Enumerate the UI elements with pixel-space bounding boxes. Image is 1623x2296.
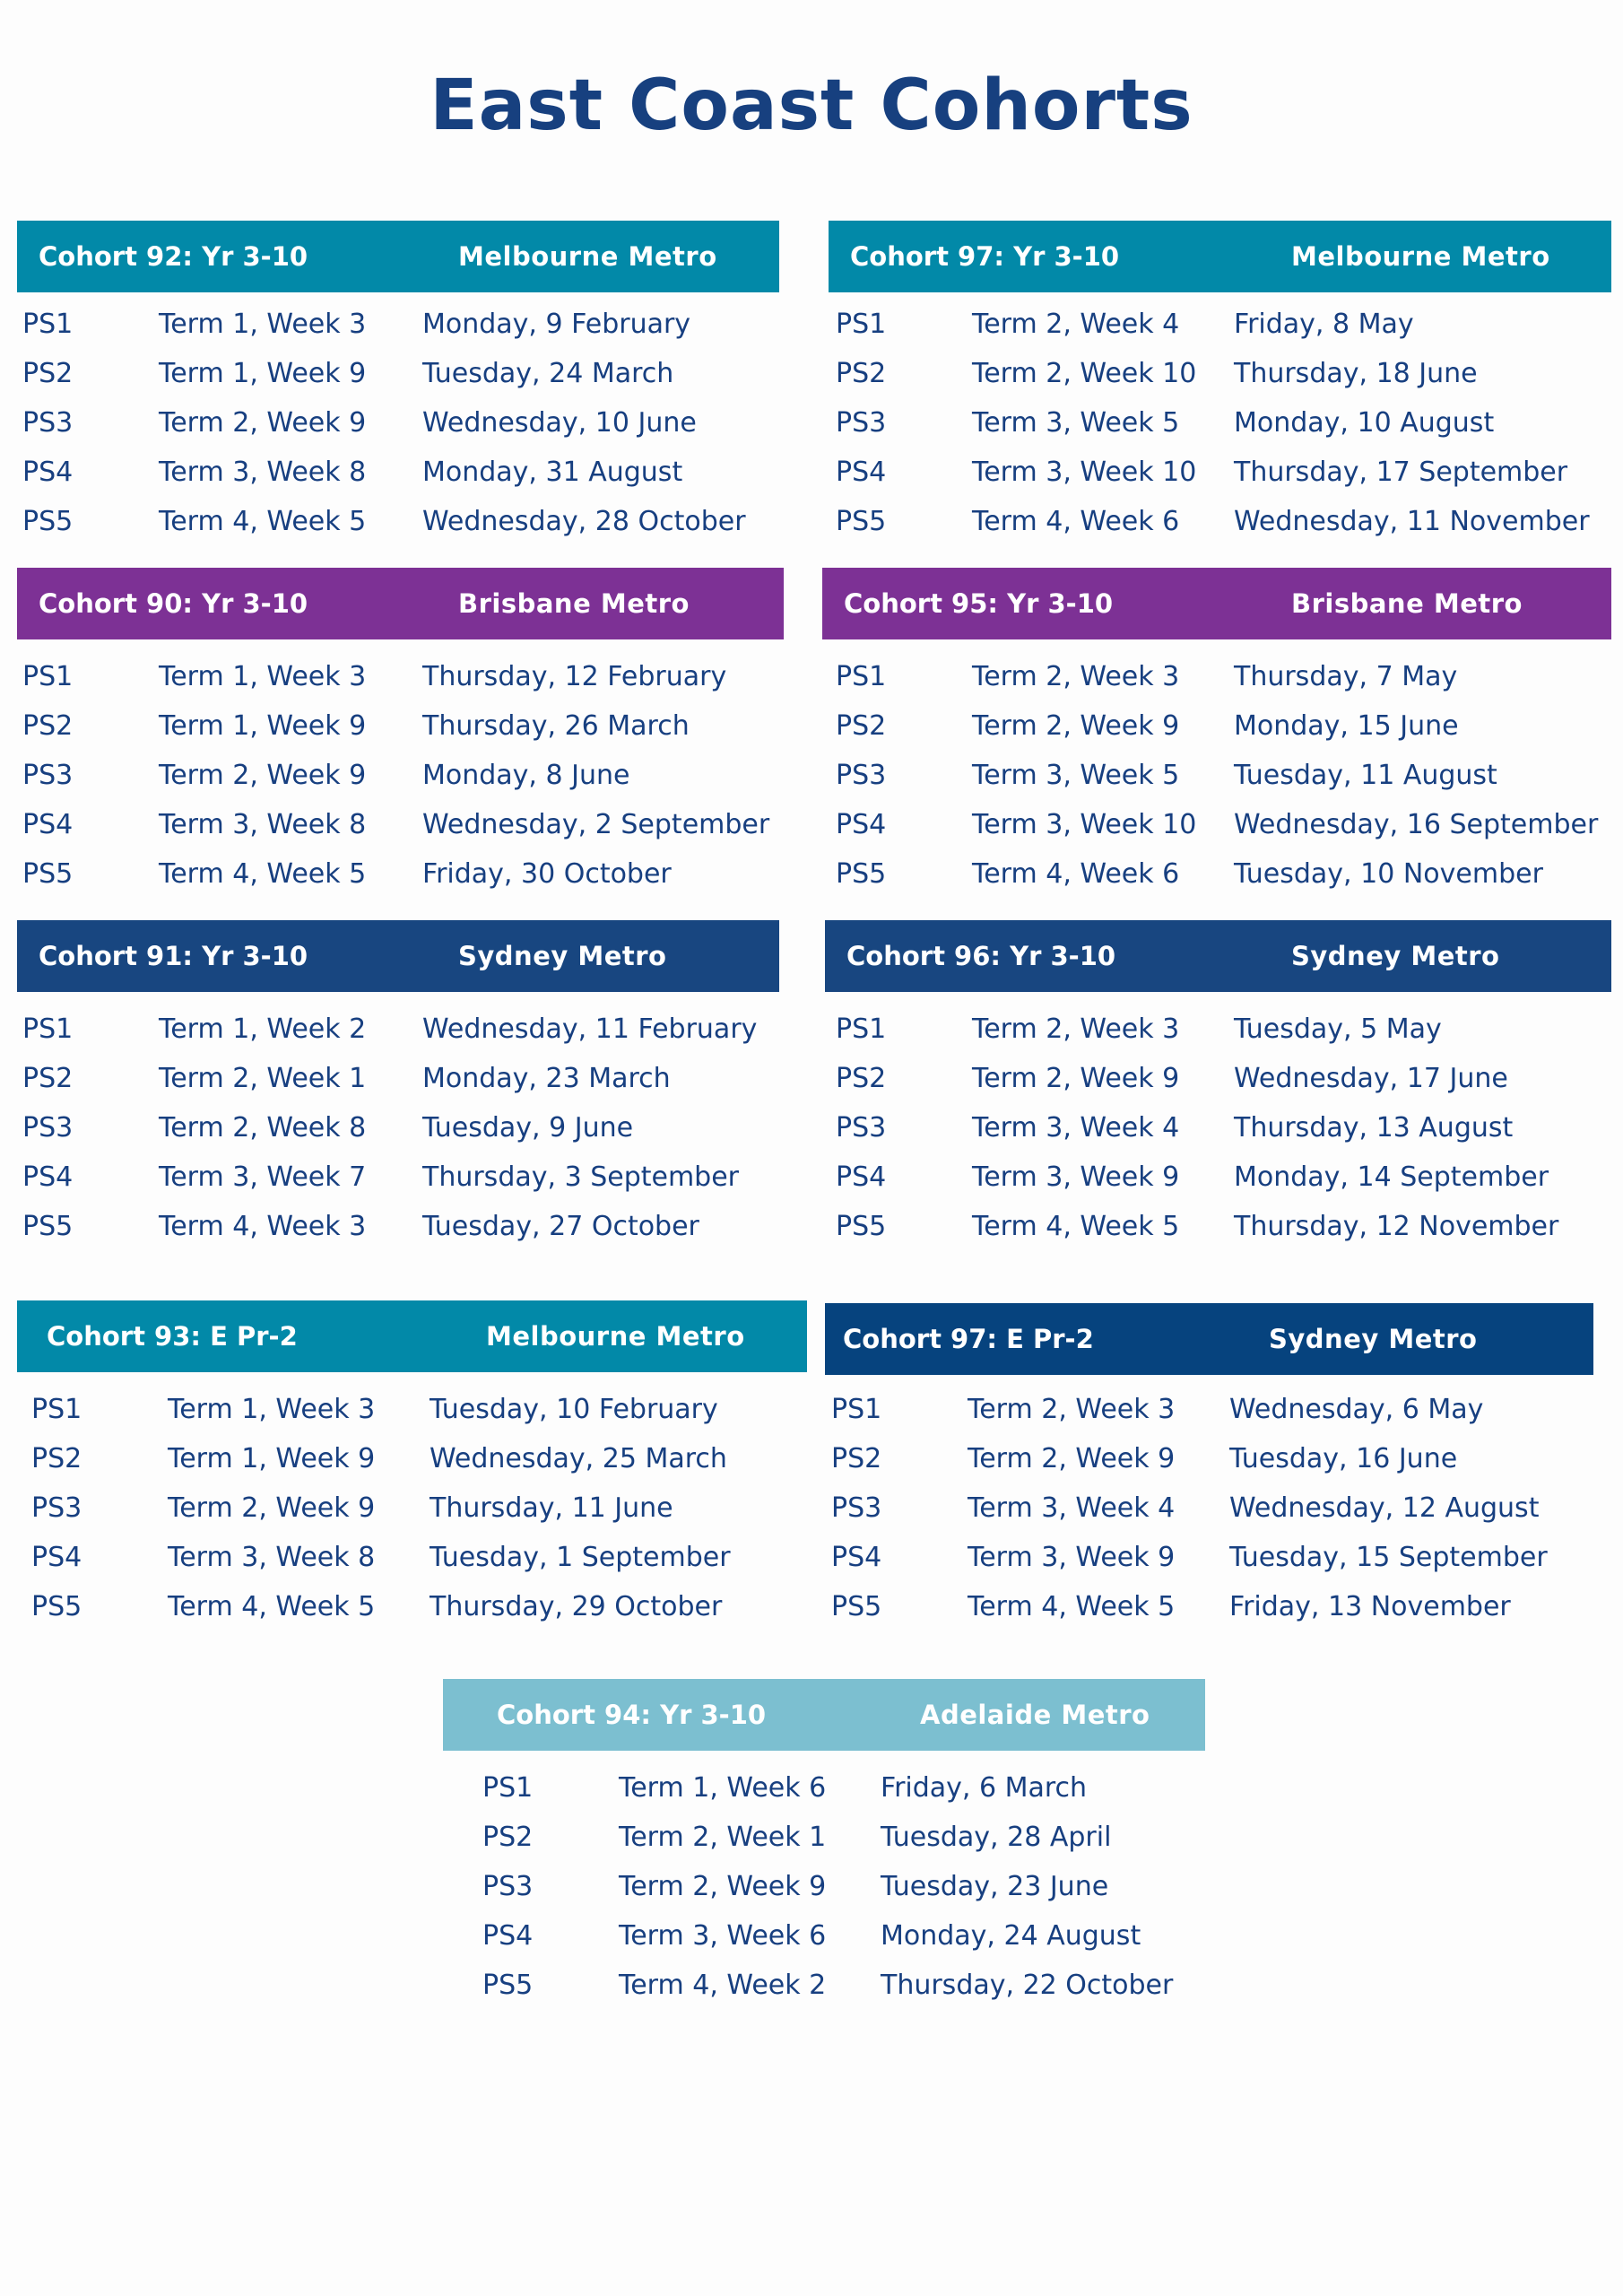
ps-label: PS2 [836,710,887,742]
session-date: Tuesday, 9 June [422,1112,634,1144]
session-date: Tuesday, 24 March [422,358,674,389]
region-label: Sydney Metro [1269,1324,1478,1354]
term-week: Term 2, Week 9 [168,1492,376,1524]
term-week: Term 3, Week 9 [968,1542,1176,1573]
ps-label: PS2 [22,710,74,742]
ps-label: PS2 [482,1822,534,1853]
schedule-row [17,1152,779,1202]
session-date: Monday, 8 June [422,760,630,791]
session-date: Wednesday, 25 March [430,1443,727,1474]
schedule-row [825,1533,1593,1582]
schedule-row [822,800,1611,849]
session-date: Tuesday, 1 September [430,1542,731,1573]
ps-label: PS5 [31,1591,82,1622]
session-date: Tuesday, 23 June [881,1871,1109,1902]
session-date: Thursday, 26 March [422,710,690,742]
cohort-header [825,920,1611,992]
session-date: Thursday, 7 May [1234,661,1458,692]
ps-label: PS4 [22,1161,74,1193]
term-week: Term 2, Week 9 [972,1063,1180,1094]
term-week: Term 2, Week 10 [972,358,1197,389]
schedule-row [17,652,784,701]
schedule-row [822,701,1611,751]
term-week: Term 2, Week 1 [619,1822,827,1853]
schedule-row [825,1434,1593,1483]
ps-label: PS3 [831,1492,882,1524]
term-week: Term 3, Week 10 [972,457,1197,488]
schedule-rows [825,1385,1593,1631]
session-date: Wednesday, 6 May [1229,1394,1484,1425]
schedule-row [829,349,1611,398]
schedule-row [822,751,1611,800]
cohort-title: Cohort 90: Yr 3-10 [39,588,308,619]
session-date: Tuesday, 5 May [1234,1013,1442,1045]
term-week: Term 3, Week 9 [972,1161,1180,1193]
schedule-row [17,849,784,899]
schedule-row [17,1103,779,1152]
schedule-row [825,1103,1611,1152]
region-label: Adelaide Metro [920,1700,1150,1730]
schedule-row [443,1911,1205,1961]
ps-label: PS3 [836,407,887,439]
term-week: Term 2, Week 9 [619,1871,827,1902]
schedule-row [829,448,1611,497]
ps-label: PS4 [836,809,887,840]
session-date: Friday, 8 May [1234,309,1414,340]
term-week: Term 1, Week 2 [159,1013,367,1045]
schedule-row [825,1202,1611,1251]
session-date: Friday, 30 October [422,858,672,890]
session-date: Monday, 31 August [422,457,683,488]
term-week: Term 1, Week 3 [159,309,367,340]
cohort-title: Cohort 92: Yr 3-10 [39,241,308,272]
cohort-header [17,1300,807,1372]
schedule-rows [822,652,1611,899]
term-week: Term 3, Week 10 [972,809,1197,840]
term-week: Term 3, Week 4 [968,1492,1176,1524]
ps-label: PS4 [22,809,74,840]
cohort-title: Cohort 94: Yr 3-10 [497,1700,767,1730]
ps-label: PS3 [482,1871,534,1902]
session-date: Thursday, 3 September [422,1161,740,1193]
ps-label: PS5 [22,858,74,890]
term-week: Term 3, Week 7 [159,1161,367,1193]
schedule-row [17,1533,807,1582]
ps-label: PS3 [22,407,74,439]
schedule-row [17,1582,807,1631]
schedule-row [17,1004,779,1054]
cohort-block [829,221,1611,546]
cohort-title: Cohort 97: Yr 3-10 [850,241,1120,272]
ps-label: PS5 [836,1211,887,1242]
ps-label: PS1 [831,1394,882,1425]
session-date: Wednesday, 17 June [1234,1063,1508,1094]
ps-label: PS2 [22,1063,74,1094]
session-date: Wednesday, 11 November [1234,506,1590,537]
ps-label: PS1 [22,309,74,340]
ps-label: PS3 [836,760,887,791]
session-date: Tuesday, 28 April [881,1822,1112,1853]
region-label: Sydney Metro [458,941,667,971]
term-week: Term 2, Week 9 [972,710,1180,742]
session-date: Tuesday, 27 October [422,1211,699,1242]
cohort-header [443,1679,1205,1751]
cohort-title: Cohort 95: Yr 3-10 [844,588,1114,619]
cohort-block [825,1303,1593,1631]
region-label: Melbourne Metro [486,1321,745,1352]
term-week: Term 2, Week 1 [159,1063,367,1094]
ps-label: PS1 [836,661,887,692]
cohort-header [17,920,779,992]
session-date: Thursday, 11 June [430,1492,673,1524]
schedule-row [822,652,1611,701]
session-date: Tuesday, 15 September [1229,1542,1548,1573]
term-week: Term 4, Week 2 [619,1970,827,2001]
session-date: Monday, 23 March [422,1063,671,1094]
region-label: Brisbane Metro [1291,588,1523,619]
ps-label: PS1 [22,1013,74,1045]
term-week: Term 2, Week 9 [968,1443,1176,1474]
schedule-row [17,1202,779,1251]
schedule-rows [825,1004,1611,1251]
session-date: Wednesday, 16 September [1234,809,1599,840]
ps-label: PS2 [836,1063,887,1094]
term-week: Term 1, Week 3 [159,661,367,692]
schedule-rows [829,300,1611,546]
schedule-rows [17,300,779,546]
term-week: Term 3, Week 6 [619,1920,827,1952]
session-date: Thursday, 22 October [881,1970,1174,2001]
ps-label: PS3 [22,760,74,791]
session-date: Tuesday, 10 February [430,1394,718,1425]
term-week: Term 4, Week 6 [972,506,1180,537]
session-date: Thursday, 13 August [1234,1112,1514,1144]
ps-label: PS1 [22,661,74,692]
term-week: Term 1, Week 9 [159,710,367,742]
session-date: Wednesday, 10 June [422,407,697,439]
ps-label: PS4 [31,1542,82,1573]
schedule-row [17,300,779,349]
ps-label: PS5 [836,506,887,537]
schedule-rows [17,1385,807,1631]
ps-label: PS5 [22,1211,74,1242]
term-week: Term 1, Week 3 [168,1394,376,1425]
cohort-block [822,568,1611,899]
ps-label: PS3 [22,1112,74,1144]
term-week: Term 2, Week 9 [159,760,367,791]
term-week: Term 3, Week 8 [159,457,367,488]
session-date: Thursday, 18 June [1234,358,1478,389]
schedule-row [17,448,779,497]
schedule-row [443,1961,1205,2010]
cohort-block [825,920,1611,1251]
term-week: Term 4, Week 6 [972,858,1180,890]
ps-label: PS4 [22,457,74,488]
term-week: Term 1, Week 9 [159,358,367,389]
ps-label: PS5 [836,858,887,890]
cohort-block [17,920,779,1251]
term-week: Term 2, Week 4 [972,309,1180,340]
cohort-block [17,1300,807,1631]
schedule-row [443,1813,1205,1862]
schedule-row [17,349,779,398]
cohort-title: Cohort 91: Yr 3-10 [39,941,308,971]
term-week: Term 2, Week 3 [972,1013,1180,1045]
schedule-row [825,1385,1593,1434]
term-week: Term 3, Week 5 [972,407,1180,439]
term-week: Term 3, Week 8 [159,809,367,840]
schedule-row [825,1483,1593,1533]
term-week: Term 4, Week 5 [968,1591,1176,1622]
session-date: Wednesday, 28 October [422,506,746,537]
term-week: Term 2, Week 8 [159,1112,367,1144]
ps-label: PS4 [831,1542,882,1573]
session-date: Thursday, 17 September [1234,457,1568,488]
session-date: Monday, 9 February [422,309,691,340]
schedule-row [822,849,1611,899]
ps-label: PS5 [831,1591,882,1622]
term-week: Term 4, Week 5 [159,506,367,537]
session-date: Wednesday, 2 September [422,809,770,840]
cohort-title: Cohort 96: Yr 3-10 [846,941,1116,971]
region-label: Melbourne Metro [1291,241,1550,272]
term-week: Term 3, Week 5 [972,760,1180,791]
cohort-header [17,221,779,292]
ps-label: PS1 [836,309,887,340]
region-label: Sydney Metro [1291,941,1500,971]
schedule-row [825,1152,1611,1202]
schedule-row [17,751,784,800]
cohort-header [17,568,784,639]
cohort-title: Cohort 97: E Pr-2 [843,1324,1094,1354]
cohort-block [17,568,784,899]
session-date: Tuesday, 11 August [1234,760,1497,791]
ps-label: PS4 [482,1920,534,1952]
session-date: Tuesday, 10 November [1234,858,1543,890]
term-week: Term 2, Week 9 [159,407,367,439]
schedule-row [17,800,784,849]
region-label: Melbourne Metro [458,241,717,272]
session-date: Friday, 6 March [881,1772,1088,1804]
page-title: East Coast Cohorts [430,65,1193,146]
schedule-row [17,1483,807,1533]
session-date: Thursday, 29 October [430,1591,723,1622]
cohort-title: Cohort 93: E Pr-2 [47,1321,298,1352]
schedule-row [17,398,779,448]
schedule-row [17,1054,779,1103]
cohort-block [443,1679,1205,2010]
schedule-row [17,497,779,546]
session-date: Monday, 14 September [1234,1161,1549,1193]
schedule-row [829,398,1611,448]
cohort-block [17,221,779,546]
session-date: Monday, 10 August [1234,407,1495,439]
session-date: Tuesday, 16 June [1229,1443,1458,1474]
term-week: Term 4, Week 5 [168,1591,376,1622]
schedule-row [17,1385,807,1434]
ps-label: PS3 [836,1112,887,1144]
session-date: Wednesday, 12 August [1229,1492,1540,1524]
schedule-row [829,497,1611,546]
ps-label: PS2 [31,1443,82,1474]
term-week: Term 4, Week 3 [159,1211,367,1242]
session-date: Friday, 13 November [1229,1591,1511,1622]
ps-label: PS1 [482,1772,534,1804]
region-label: Brisbane Metro [458,588,690,619]
term-week: Term 2, Week 3 [972,661,1180,692]
session-date: Monday, 15 June [1234,710,1459,742]
ps-label: PS5 [482,1970,534,2001]
ps-label: PS1 [31,1394,82,1425]
term-week: Term 1, Week 9 [168,1443,376,1474]
schedule-row [17,1434,807,1483]
ps-label: PS2 [22,358,74,389]
ps-label: PS4 [836,1161,887,1193]
term-week: Term 4, Week 5 [159,858,367,890]
schedule-rows [17,1004,779,1251]
session-date: Thursday, 12 November [1234,1211,1559,1242]
ps-label: PS3 [31,1492,82,1524]
ps-label: PS2 [831,1443,882,1474]
session-date: Monday, 24 August [881,1920,1141,1952]
term-week: Term 2, Week 3 [968,1394,1176,1425]
cohort-header [822,568,1611,639]
schedule-row [825,1582,1593,1631]
schedule-rows [17,652,784,899]
ps-label: PS1 [836,1013,887,1045]
term-week: Term 4, Week 5 [972,1211,1180,1242]
term-week: Term 3, Week 4 [972,1112,1180,1144]
schedule-rows [443,1763,1205,2010]
ps-label: PS5 [22,506,74,537]
cohort-header [825,1303,1593,1375]
ps-label: PS2 [836,358,887,389]
cohort-header [829,221,1611,292]
session-date: Thursday, 12 February [422,661,727,692]
schedule-row [825,1054,1611,1103]
schedule-row [443,1763,1205,1813]
schedule-row [829,300,1611,349]
schedule-row [443,1862,1205,1911]
schedule-row [825,1004,1611,1054]
schedule-row [17,701,784,751]
term-week: Term 3, Week 8 [168,1542,376,1573]
ps-label: PS4 [836,457,887,488]
session-date: Wednesday, 11 February [422,1013,758,1045]
term-week: Term 1, Week 6 [619,1772,827,1804]
